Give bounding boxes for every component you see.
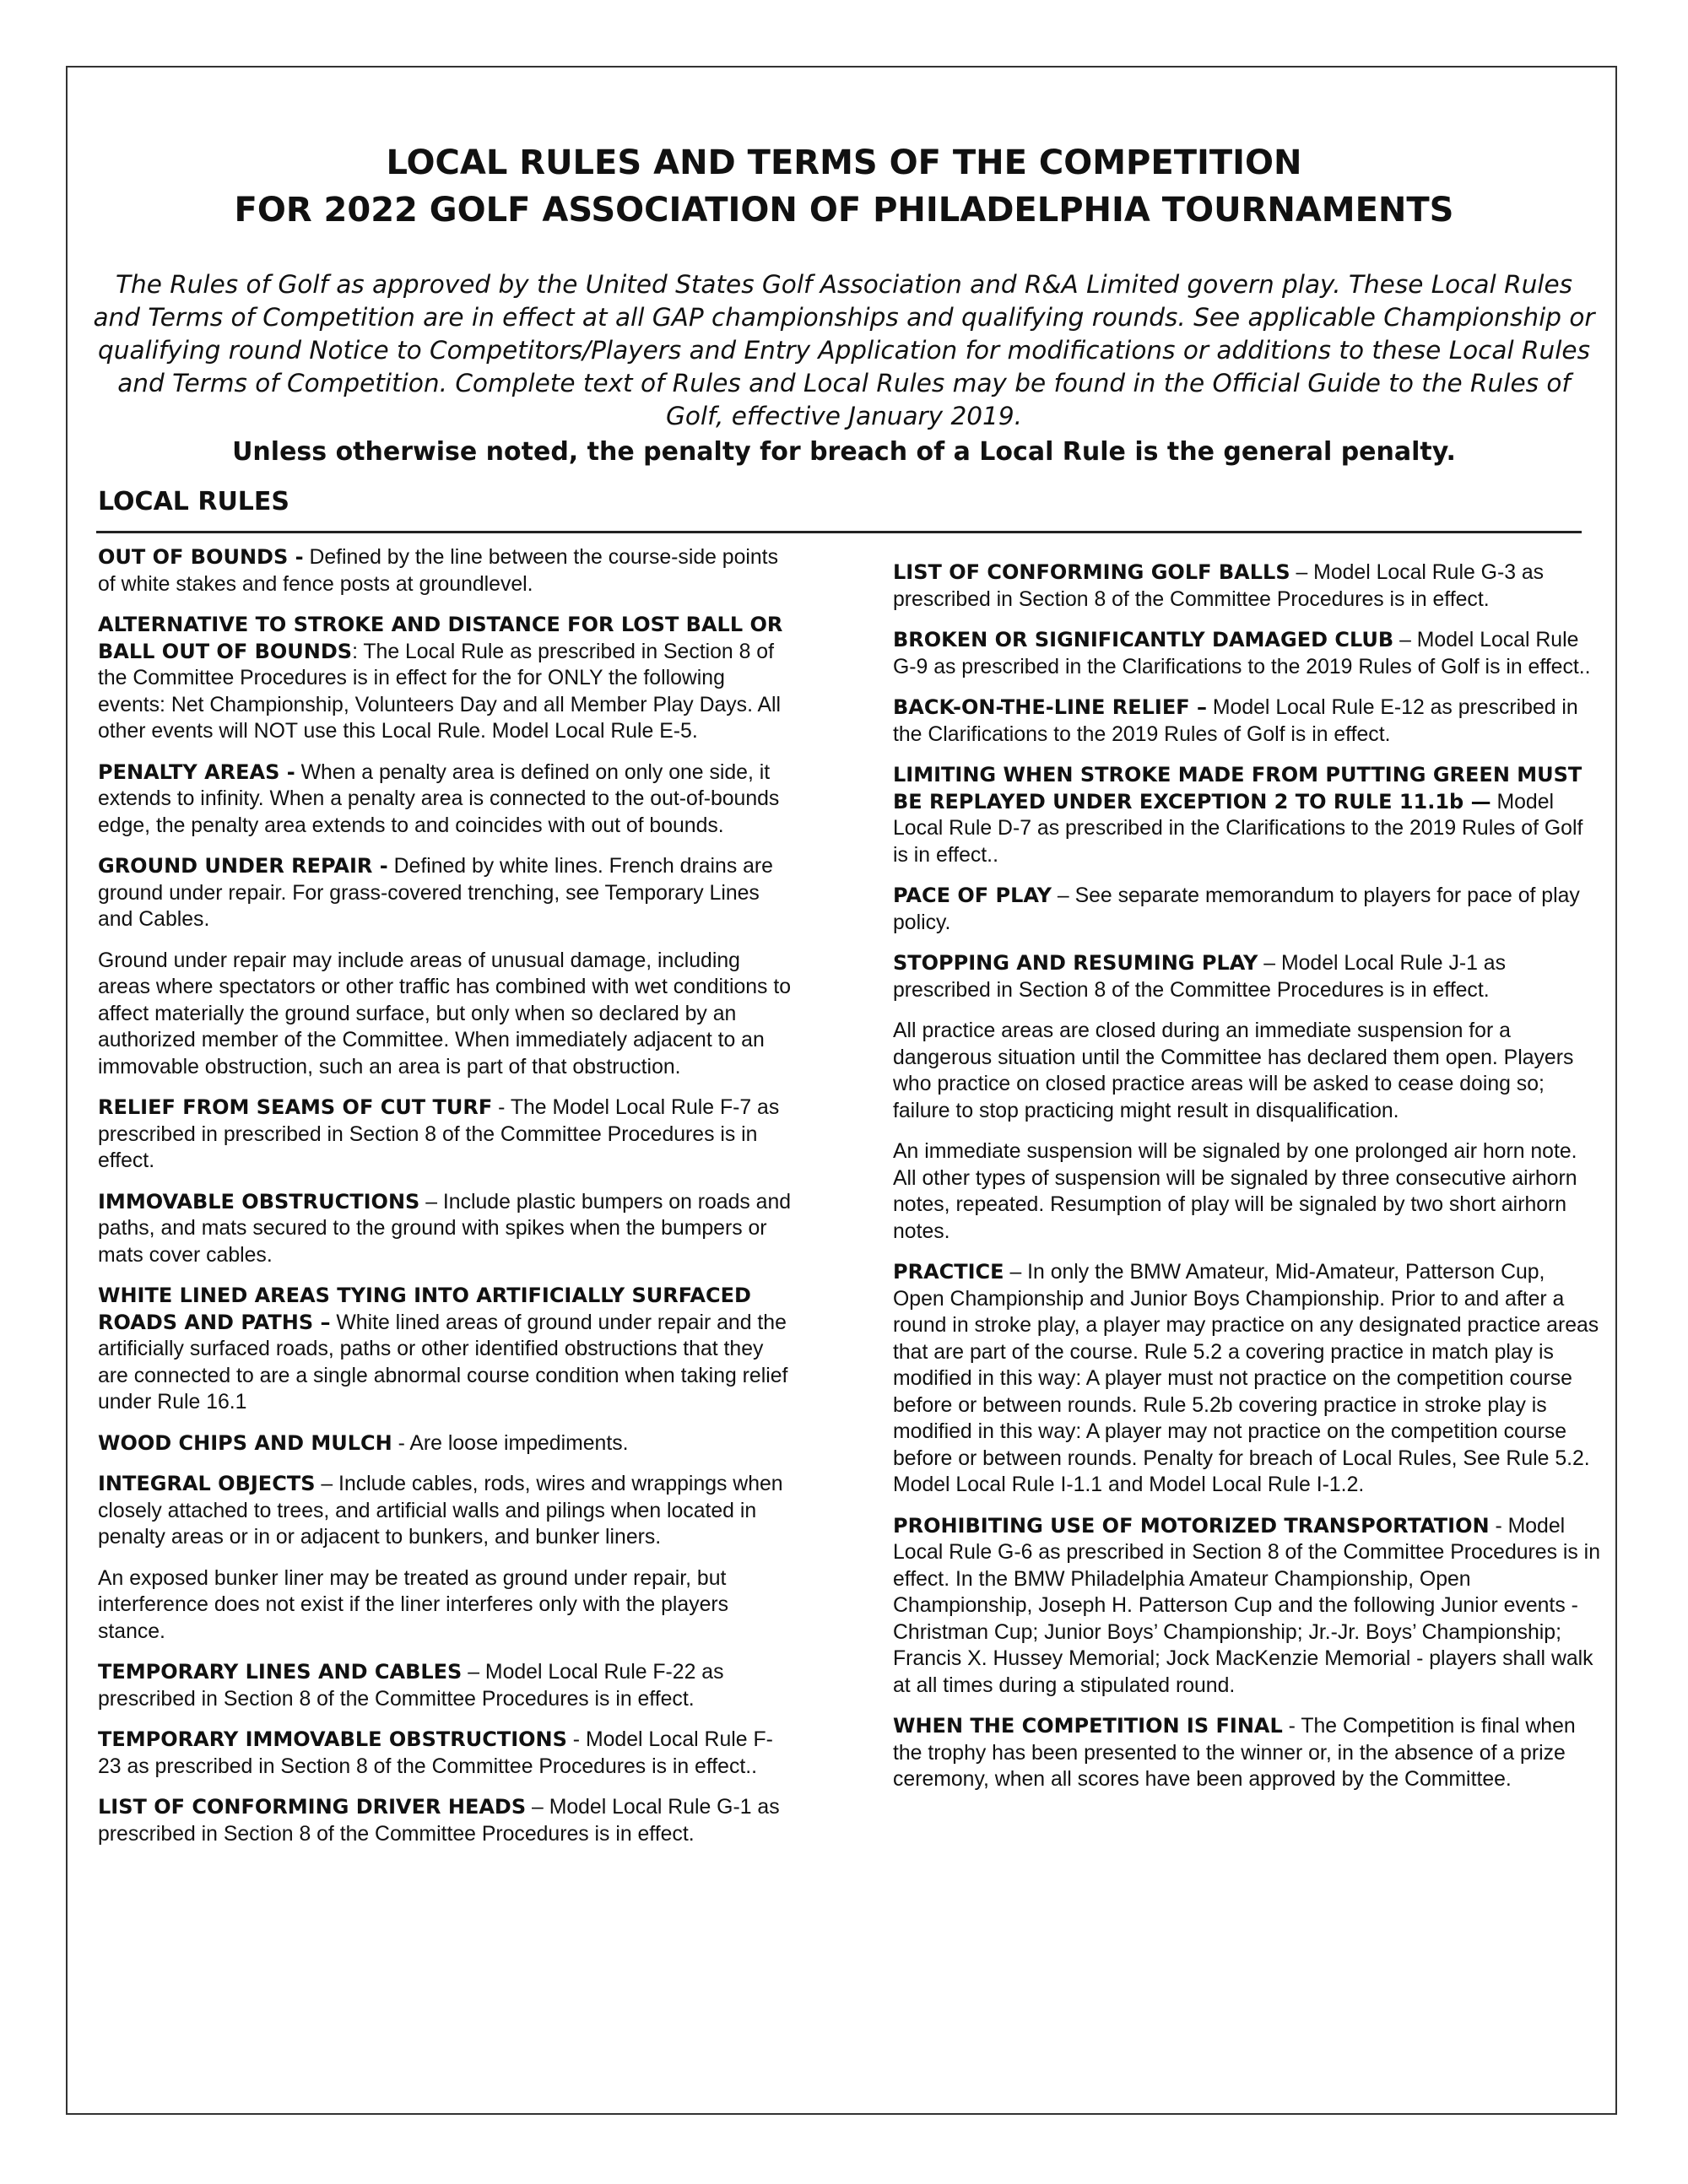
title-line-2: FOR 2022 GOLF ASSOCIATION OF PHILADELPHIA TOURNAMENTS	[234, 191, 1454, 230]
title-line-1: LOCAL RULES AND TERMS OF THE COMPETITION	[386, 143, 1302, 182]
rule-paragraph: An exposed bunker liner may be treated as ground under repair, but interference does not exist if the liner interferes only with the players stance.	[98, 1566, 729, 1643]
rule-paragraph: BACK-ON-THE-LINE RELIEF – Model Local Rule E-12 as prescribed in the Clarifications to the 2019 Rules of Golf is in effect.	[893, 695, 1578, 746]
rule-paragraph: WOOD CHIPS AND MULCH - Are loose impediments.	[98, 1430, 629, 1455]
rule-paragraph: LIST OF CONFORMING GOLF BALLS – Model Local Rule G-3 as prescribed in Section 8 of the Committee Procedures is in effect.	[893, 560, 1545, 611]
rule-paragraph: BROKEN OR SIGNIFICANTLY DAMAGED CLUB – Model Local Rule G-9 as prescribed in the Clarifications to the 2019 Rules of Golf is in effect..	[893, 628, 1591, 678]
rule-paragraph: INTEGRAL OBJECTS – Include cables, rods, wires and wrappings when closely attached to trees, and artificial walls and pilings when located in penalty areas or in or adjacent to bunkers, and bunker liners.	[98, 1472, 783, 1549]
rule-paragraph: TEMPORARY LINES AND CABLES – Model Local Rule F-22 as prescribed in Section 8 of the Committee Procedures is in effect.	[98, 1660, 724, 1711]
rule-paragraph: LIMITING WHEN STROKE MADE FROM PUTTING GREEN MUST BE REPLAYED UNDER EXCEPTION 2 TO RULE 11.1b — Model Local Rule D-7 as prescribed in the Clarifications to the 2019 Rules of Golf is in effect..	[893, 763, 1583, 867]
penalty-note: Unless otherwise noted, the penalty for breach of a Local Rule is the general penalty.	[232, 437, 1456, 467]
section-divider	[96, 531, 1582, 533]
rule-paragraph: All practice areas are closed during an immediate suspension for a dangerous situation until the Committee has declared them open. Players who practice on closed practice areas will be asked to cease doing so; failure to stop practicing might result in disqualification.	[893, 1019, 1574, 1122]
rule-paragraph: LIST OF CONFORMING DRIVER HEADS – Model Local Rule G-1 as prescribed in Section 8 of the Committee Procedures is in effect.	[98, 1795, 780, 1846]
section-heading: LOCAL RULES	[98, 487, 290, 516]
rule-paragraph: TEMPORARY IMMOVABLE OBSTRUCTIONS - Model Local Rule F-23 as prescribed in Section 8 of the Committee Procedures is in effect..	[98, 1727, 773, 1778]
right-column	[893, 560, 1600, 1808]
rule-paragraph: PROHIBITING USE OF MOTORIZED TRANSPORTATION - Model Local Rule G-6 as prescribed in Section 8 of the Committee Procedures is in effect. In the BMW Philadelphia Amateur Championship, Open Championship, Joseph H. Patterson Cup and the following Junior events - Christman Cup; Junior Boys’ Championship; Jr.-Jr. Boys’ Championship; Francis X. Hussey Memorial; Jock MacKenzie Memorial - players shall walk at all times during a stipulated round.	[893, 1513, 1600, 1697]
rule-paragraph: Ground under repair may include areas of unusual damage, including areas where spectators or other traffic has combined with wet conditions to affect materially the ground surface, but only when so declared by an authorized member of the Committee. When immediately adjacent to an immovable obstruction, such an area is part of that obstruction.	[98, 949, 792, 1078]
rule-paragraph: OUT OF BOUNDS - Defined by the line between the course-side points of white stakes and fence posts at groundlevel.	[98, 545, 778, 596]
rule-paragraph: RELIEF FROM SEAMS OF CUT TURF - The Model Local Rule F-7 as prescribed in prescribed in Section 8 of the Committee Procedures is in effect.	[98, 1095, 780, 1172]
intro-paragraph: The Rules of Golf as approved by the United States Golf Association and R&A Limited govern play. These Local Rules and Terms of Competition are in effect at all GAP championships and qualifying rounds. See applicable Championship or qualifying round Notice to Competitors/Players and Entry Application for modifications or additions to these Local Rules and Terms of Competition. Complete text of Rules and Local Rules may be found in the Official Guide to the Rules of Golf, effective January 2019.	[93, 270, 1595, 430]
rule-paragraph: PACE OF PLAY – See separate memorandum to players for pace of play policy.	[893, 884, 1580, 934]
rule-paragraph: PENALTY AREAS - When a penalty area is defined on only one side, it extends to infinity. When a penalty area is connected to the out-of-bounds edge, the penalty area extends to and coincides with out of bounds.	[98, 760, 780, 837]
rule-paragraph: ALTERNATIVE TO STROKE AND DISTANCE FOR LOST BALL OR BALL OUT OF BOUNDS: The Local Rule as prescribed in Section 8 of the Committee Procedures is in effect for the for ONLY the following events: Net Championship, Volunteers Day and all Member Play Days. All other events will NOT use this Local Rule. Model Local Rule E-5.	[98, 613, 783, 743]
rule-paragraph: STOPPING AND RESUMING PLAY – Model Local Rule J-1 as prescribed in Section 8 of the Committee Procedures is in effect.	[893, 951, 1506, 1002]
rule-paragraph: WHITE LINED AREAS TYING INTO ARTIFICIALLY SURFACED ROADS AND PATHS – White lined areas of ground under repair and the artificially surfaced roads, paths or other identified obstructions that they are connected to are a single abnormal course condition when taking relief under Rule 16.1	[98, 1284, 788, 1414]
rule-paragraph: GROUND UNDER REPAIR - Defined by white lines. French drains are ground under repair. For grass-covered trenching, see Temporary Lines and Cables.	[98, 854, 773, 931]
rule-paragraph: An immediate suspension will be signaled by one prolonged air horn note. All other types of suspension will be signaled by three consecutive airhorn notes, repeated. Resumption of play will be signaled by two short airhorn notes.	[893, 1140, 1577, 1243]
left-column	[98, 544, 795, 1862]
rule-paragraph: IMMOVABLE OBSTRUCTIONS – Include plastic bumpers on roads and paths, and mats secured to the ground with spikes when the bumpers or mats cover cables.	[98, 1189, 792, 1267]
rule-paragraph: WHEN THE COMPETITION IS FINAL - The Competition is final when the trophy has been presented to the winner or, in the absence of a prize ceremony, when all scores have been approved by the Committee.	[893, 1714, 1576, 1791]
rule-paragraph: PRACTICE – In only the BMW Amateur, Mid-Amateur, Patterson Cup, Open Championship and Junior Boys Championship. Prior to and after a round in stroke play, a player may practice on any designated practice areas that are part of the course. Rule 5.2 a covering practice in match play is modified in this way: A player must not practice on the competition course before or between rounds. Rule 5.2b covering practice in stroke play is modified in this way: A player may not practice on the competition course before or between rounds. Penalty for breach of Local Rules, See Rule 5.2. Model Local Rule I-1.1 and Model Local Rule I-1.2.	[893, 1260, 1599, 1496]
document-title	[0, 139, 1688, 234]
